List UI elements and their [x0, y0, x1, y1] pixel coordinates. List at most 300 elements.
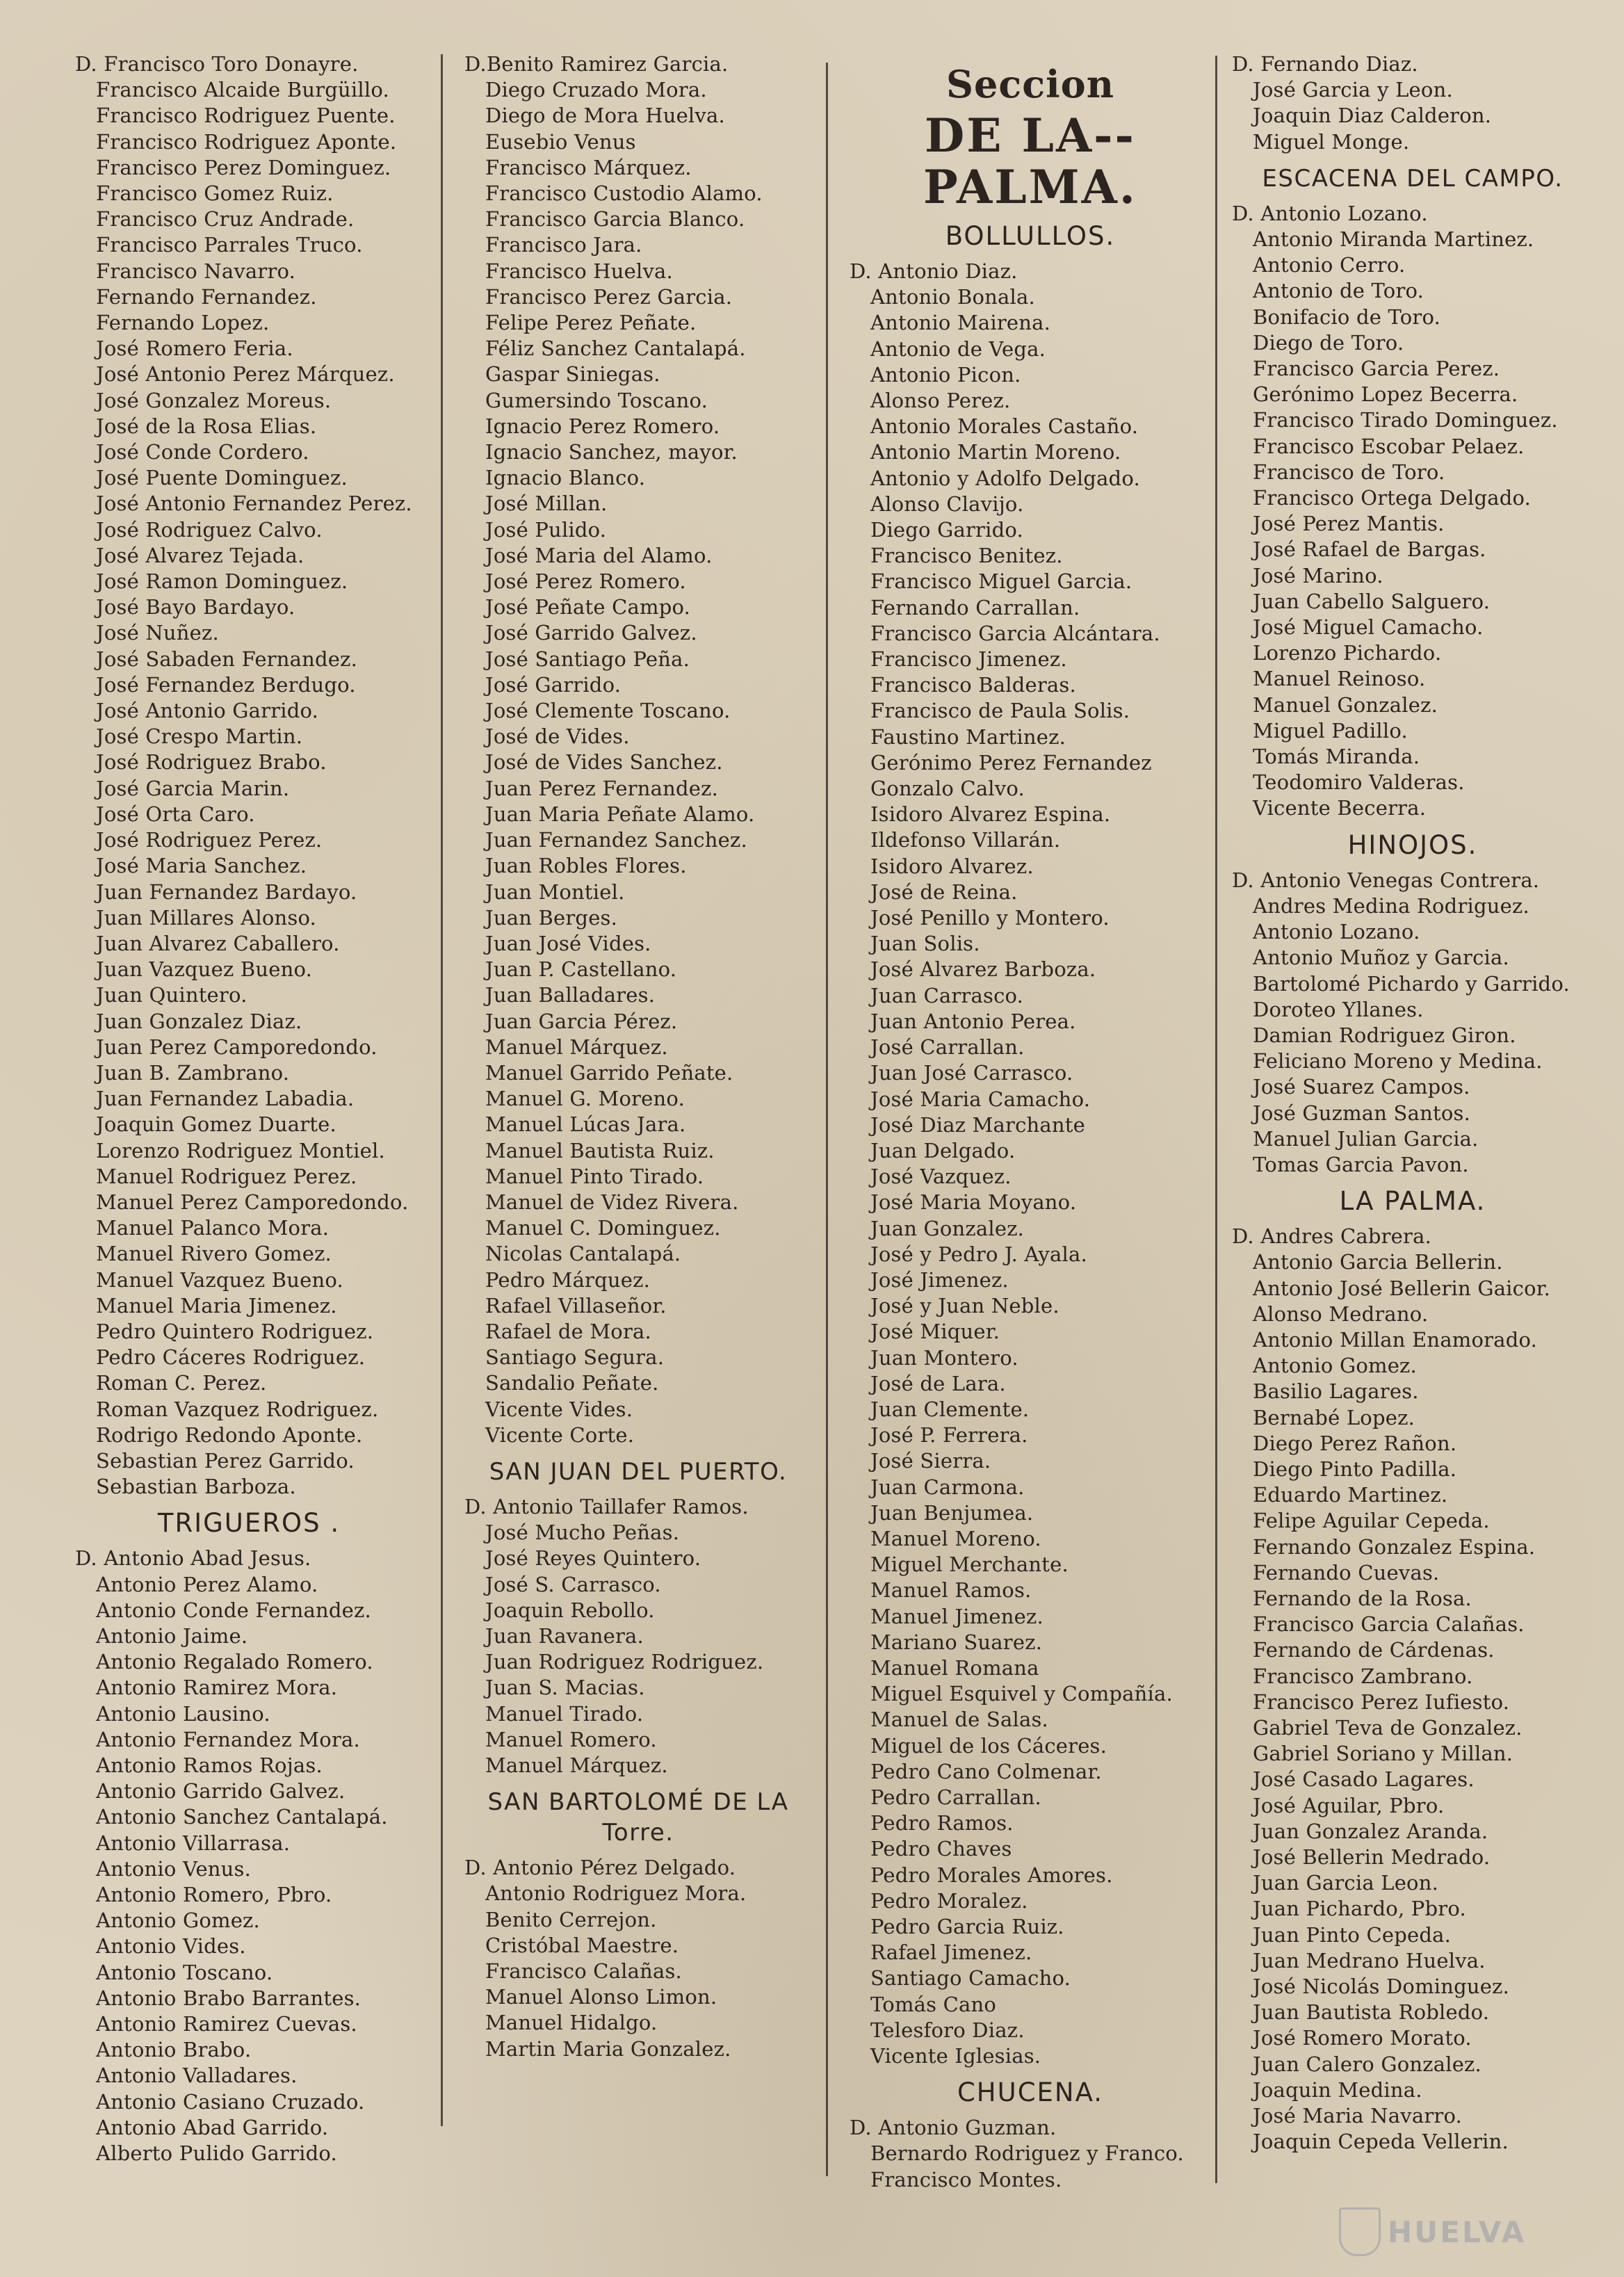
- name-entry: Juan Berges.: [485, 905, 618, 930]
- name-entry: Pedro Quintero Rodriguez.: [96, 1319, 374, 1343]
- name-entry: Antonio Ramirez Mora.: [96, 1676, 338, 1700]
- name-entry: Joaquin Cepeda Vellerin.: [1253, 2130, 1509, 2154]
- name-entry: D. Antonio Venegas Contrera.: [1232, 868, 1540, 892]
- name-entry: José Maria Camacho.: [870, 1087, 1091, 1111]
- name-entry: José Rodriguez Perez.: [96, 828, 323, 852]
- name-entry: Bernardo Rodriguez y Franco.: [870, 2141, 1184, 2166]
- name-entry: Antonio de Vega.: [870, 337, 1046, 361]
- name-entry: Fernando Gonzalez Espina.: [1253, 1534, 1536, 1559]
- name-entry: Juan Antonio Perea.: [870, 1009, 1076, 1033]
- name-entry: Antonio Lausino.: [96, 1701, 270, 1726]
- name-entry: Miguel Monge.: [1253, 129, 1410, 154]
- name-entry: Manuel Pinto Tirado.: [485, 1164, 704, 1188]
- name-entry: José Garcia y Leon.: [1253, 78, 1453, 102]
- name-entry: Pedro Garcia Ruiz.: [870, 1915, 1064, 1938]
- name-entry: Miguel de los Cáceres.: [870, 1733, 1107, 1758]
- name-entry: D. Antonio Abad Jesus.: [75, 1546, 311, 1571]
- name-entry: Francisco Benitez.: [870, 544, 1063, 568]
- name-entry: Tomás Cano: [870, 1992, 997, 2016]
- name-entry: Manuel Hidalgo.: [485, 2011, 658, 2035]
- name-entry: José Casado Lagares.: [1253, 1767, 1475, 1792]
- name-entry: José S. Carrasco.: [485, 1572, 661, 1596]
- name-entry: Juan Bautista Robledo.: [1253, 2000, 1490, 2025]
- name-entry: Antonio Mairena.: [870, 311, 1051, 335]
- name-entry: Rodrigo Redondo Aponte.: [96, 1423, 363, 1447]
- name-entry: Juan Perez Fernandez.: [485, 776, 719, 800]
- name-entry: Francisco Gomez Ruiz.: [96, 181, 334, 206]
- name-entry: Joaquin Gomez Duarte.: [96, 1112, 336, 1137]
- name-entry: José Jimenez.: [870, 1267, 1009, 1292]
- name-entry: Alonso Clavijo.: [870, 492, 1024, 516]
- name-entry: José Antonio Perez Márquez.: [96, 362, 395, 387]
- name-entry: Juan Balladares.: [485, 983, 656, 1007]
- name-entry: Rafael Villaseñor.: [485, 1293, 667, 1318]
- name-entry: Pedro Ramos.: [870, 1811, 1014, 1836]
- column-rule-3: [1215, 56, 1217, 2183]
- town-heading: BOLLULLOS.: [945, 221, 1116, 251]
- name-entry: Antonio Abad Garrido.: [96, 2115, 329, 2139]
- name-entry: Francisco Perez Iufiesto.: [1253, 1689, 1510, 1714]
- name-entry: Gumersindo Toscano.: [485, 388, 708, 412]
- name-entry: Pedro Márquez.: [485, 1267, 651, 1292]
- name-entry: Bartolomé Pichardo y Garrido.: [1253, 971, 1570, 996]
- name-entry: D. Antonio Lozano.: [1232, 201, 1428, 225]
- name-entry: Antonio Millan Enamorado.: [1253, 1327, 1538, 1352]
- name-entry: Juan Vazquez Bueno.: [96, 957, 313, 982]
- name-entry: Vicente Vides.: [485, 1397, 633, 1421]
- name-entry: José Antonio Garrido.: [96, 699, 319, 723]
- name-entry: Manuel Tirado.: [485, 1701, 644, 1726]
- name-entry: José Maria del Alamo.: [485, 543, 713, 567]
- name-entry: Alberto Pulido Garrido.: [96, 2141, 337, 2166]
- name-entry: Sebastian Perez Garrido.: [96, 1448, 355, 1473]
- name-entry: Francisco Jara.: [485, 233, 642, 257]
- name-entry: Juan Robles Flores.: [485, 854, 687, 878]
- name-entry: Juan Ravanera.: [485, 1623, 644, 1648]
- name-entry: José Gonzalez Moreus.: [96, 388, 332, 412]
- name-entry: Manuel C. Dominguez.: [485, 1216, 721, 1240]
- name-entry: José Diaz Marchante: [870, 1112, 1086, 1137]
- name-entry: Telesforo Diaz.: [870, 2018, 1025, 2042]
- name-entry: Manuel Romero.: [485, 1727, 657, 1751]
- name-entry: Antonio Morales Castaño.: [870, 414, 1139, 439]
- name-entry: D. Andres Cabrera.: [1232, 1224, 1432, 1249]
- name-entry: Manuel Márquez.: [485, 1035, 668, 1059]
- name-entry: Pedro Moralez.: [870, 1888, 1028, 1913]
- name-entry: José Puente Dominguez.: [96, 466, 348, 490]
- name-entry: Bernabé Lopez.: [1253, 1405, 1415, 1429]
- name-entry: Manuel Alonso Limon.: [485, 1985, 717, 2009]
- name-entry: Manuel Gonzalez.: [1253, 692, 1438, 717]
- name-entry: Diego Garrido.: [870, 518, 1023, 542]
- name-entry: José Crespo Martin.: [96, 724, 303, 749]
- column-1: [75, 51, 423, 2228]
- name-entry: José Sierra.: [870, 1449, 991, 1473]
- name-entry: Diego de Mora Huelva.: [485, 104, 725, 128]
- name-entry: José de Reina.: [870, 880, 1018, 904]
- name-entry: Antonio Brabo.: [96, 2038, 252, 2062]
- name-entry: Antonio Garcia Bellerin.: [1253, 1250, 1503, 1274]
- name-entry: José Vazquez.: [870, 1165, 1012, 1189]
- name-entry: José y Pedro J. Ayala.: [870, 1242, 1087, 1266]
- name-entry: Juan José Vides.: [485, 931, 651, 955]
- name-entry: José Garrido.: [485, 672, 622, 697]
- name-entry: José Miquer.: [870, 1320, 1000, 1344]
- name-entry: José Rafael de Bargas.: [1253, 537, 1486, 562]
- name-entry: Juan P. Castellano.: [485, 957, 677, 982]
- name-entry: José Antonio Fernandez Perez.: [96, 492, 412, 516]
- name-entry: Gonzalo Calvo.: [870, 777, 1025, 801]
- name-entry: Antonio de Toro.: [1253, 279, 1424, 303]
- name-entry: Faustino Martinez.: [870, 724, 1066, 749]
- name-entry: Juan Fernandez Bardayo.: [96, 880, 357, 904]
- name-entry: José Perez Romero.: [485, 569, 686, 594]
- name-entry: Tomas Garcia Pavon.: [1253, 1152, 1469, 1176]
- name-entry: D. Antonio Pérez Delgado.: [464, 1856, 736, 1880]
- name-entry: Juan Perez Camporedondo.: [96, 1035, 377, 1059]
- crest-icon: [1339, 2207, 1381, 2256]
- name-entry: Pedro Cáceres Rodriguez.: [96, 1345, 366, 1370]
- name-entry: Teodomiro Valderas.: [1253, 770, 1465, 795]
- name-entry: Francisco Garcia Perez.: [1253, 357, 1500, 381]
- column-4: [1232, 51, 1593, 2228]
- name-entry: D. Fernando Diaz.: [1232, 52, 1418, 76]
- name-entry: Tomás Miranda.: [1253, 745, 1420, 769]
- name-entry: Manuel Moreno.: [870, 1526, 1041, 1550]
- name-entry: Eusebio Venus: [485, 129, 636, 154]
- name-entry: Francisco Montes.: [870, 2167, 1062, 2191]
- name-entry: Antonio Lozano.: [1253, 920, 1420, 944]
- column-rule-1: [441, 54, 443, 2126]
- name-entry: Santiago Segura.: [485, 1345, 665, 1370]
- name-entry: Antonio Fernandez Mora.: [96, 1727, 360, 1751]
- name-entry: Santiago Camacho.: [870, 1966, 1071, 1991]
- name-entry: Antonio Venus.: [96, 1856, 252, 1881]
- name-entry: Antonio Perez Alamo.: [96, 1572, 318, 1596]
- name-entry: Francisco Calañas.: [485, 1959, 682, 1984]
- name-entry: José de la Rosa Elias.: [96, 414, 317, 438]
- name-entry: Antonio Villarrasa.: [96, 1831, 291, 1855]
- name-entry: Francisco Custodio Alamo.: [485, 181, 763, 206]
- name-entry: Antonio Ramirez Cuevas.: [96, 2012, 357, 2036]
- name-entry: Antonio Muñoz y Garcia.: [1253, 946, 1509, 970]
- name-entry: Francisco Márquez.: [485, 155, 692, 179]
- name-entry: Manuel Vazquez Bueno.: [96, 1267, 343, 1292]
- name-entry: Antonio Garrido Galvez.: [96, 1779, 346, 1804]
- name-entry: Lorenzo Rodriguez Montiel.: [96, 1138, 385, 1162]
- name-entry: Francisco Zambrano.: [1253, 1664, 1473, 1688]
- name-entry: Vicente Becerra.: [1253, 796, 1427, 820]
- name-entry: Pedro Chaves: [870, 1837, 1012, 1861]
- name-entry: Juan Carrasco.: [870, 983, 1024, 1007]
- section-title: [850, 58, 1211, 213]
- name-entry: José y Juan Neble.: [870, 1294, 1059, 1318]
- town-heading: CHUCENA.: [957, 2077, 1104, 2108]
- name-entry: Francisco Alcaide Burgüillo.: [96, 78, 389, 102]
- name-entry: Francisco Parrales Truco.: [96, 233, 363, 257]
- town-heading: LA PALMA.: [1339, 1186, 1486, 1217]
- name-entry: José Suarez Campos.: [1253, 1075, 1470, 1099]
- name-entry: José P. Ferrera.: [870, 1423, 1028, 1448]
- name-entry: D. Francisco Toro Donayre.: [75, 52, 359, 76]
- name-entry: Francisco Garcia Blanco.: [485, 207, 745, 232]
- name-entry: José Millan.: [485, 492, 608, 516]
- name-entry: Joaquin Diaz Calderon.: [1253, 104, 1492, 128]
- name-entry: Juan Benjumea.: [870, 1500, 1034, 1525]
- name-entry: Sebastian Barboza.: [96, 1475, 296, 1499]
- name-entry: Francisco Tirado Dominguez.: [1253, 408, 1558, 432]
- name-entry: Roman C. Perez.: [96, 1371, 267, 1395]
- name-entry: José Clemente Toscano.: [485, 699, 731, 723]
- name-entry: Pedro Carrallan.: [870, 1785, 1041, 1809]
- name-entry: Joaquin Rebollo.: [485, 1598, 655, 1622]
- name-entry: Juan Gonzalez.: [870, 1216, 1025, 1240]
- name-entry: Fernando Fernandez.: [96, 284, 317, 309]
- name-entry: Martin Maria Gonzalez.: [485, 2036, 731, 2061]
- name-entry: Manuel Ramos.: [870, 1578, 1032, 1603]
- name-entry: José Perez Mantis.: [1253, 512, 1445, 536]
- name-entry: D. Antonio Taillafer Ramos.: [464, 1494, 749, 1518]
- name-entry: Fernando Cuevas.: [1253, 1560, 1440, 1585]
- name-entry: Miguel Padillo.: [1253, 718, 1408, 743]
- name-entry: D.Benito Ramirez Garcia.: [464, 52, 729, 76]
- name-entry: Mariano Suarez.: [870, 1630, 1043, 1654]
- name-entry: Fernando de Cárdenas.: [1253, 1638, 1495, 1662]
- name-entry: Juan Cabello Salguero.: [1253, 589, 1491, 613]
- name-entry: Manuel Maria Jimenez.: [96, 1293, 337, 1318]
- name-entry: Francisco Cruz Andrade.: [96, 207, 355, 232]
- name-entry: Antonio Vides.: [96, 1934, 246, 1959]
- name-entry: Diego de Toro.: [1253, 330, 1404, 355]
- name-entry: Antonio Martin Moreno.: [870, 440, 1121, 464]
- name-entry: D. Antonio Guzman.: [850, 2116, 1057, 2140]
- name-entry: Manuel Reinoso.: [1253, 667, 1426, 691]
- name-entry: Gerónimo Perez Fernandez: [870, 750, 1152, 775]
- name-entry: Juan Calero Gonzalez.: [1253, 2052, 1481, 2076]
- name-entry: José Peñate Campo.: [485, 595, 691, 619]
- name-entry: José Bayo Bardayo.: [96, 595, 295, 619]
- name-entry: Juan Montiel.: [485, 880, 625, 904]
- logo-text: HUELVA: [1388, 2214, 1527, 2249]
- name-entry: Antonio Bonala.: [870, 285, 1035, 309]
- name-entry: José Maria Navarro.: [1253, 2104, 1463, 2128]
- name-entry: Diego Pinto Padilla.: [1253, 1457, 1457, 1481]
- name-entry: José Rodriguez Brabo.: [96, 750, 327, 775]
- name-entry: Juan Solis.: [870, 932, 980, 956]
- name-entry: Juan Quintero.: [96, 983, 247, 1007]
- name-entry: Diego Cruzado Mora.: [485, 78, 707, 102]
- name-entry: Francisco Navarro.: [96, 259, 296, 283]
- name-entry: Miguel Esquivel y Compañía.: [870, 1682, 1173, 1706]
- name-entry: José Ramon Dominguez.: [96, 569, 348, 594]
- name-entry: Gaspar Siniegas.: [485, 362, 660, 387]
- name-entry: Manuel Jimenez.: [870, 1604, 1044, 1628]
- name-entry: José Fernandez Berdugo.: [96, 672, 356, 697]
- name-entry: Gabriel Soriano y Millan.: [1253, 1742, 1513, 1766]
- name-entry: Basilio Lagares.: [1253, 1379, 1419, 1404]
- name-entry: Damian Rodriguez Giron.: [1253, 1023, 1516, 1047]
- name-entry: Juan B. Zambrano.: [96, 1060, 290, 1085]
- name-entry: Andres Medina Rodriguez.: [1253, 893, 1529, 918]
- name-entry: José Garrido Galvez.: [485, 621, 697, 645]
- name-entry: José de Lara.: [870, 1371, 1006, 1395]
- name-entry: Vicente Corte.: [485, 1423, 635, 1447]
- name-entry: Francisco Rodriguez Puente.: [96, 104, 396, 128]
- name-entry: Antonio Gomez.: [96, 1909, 260, 1933]
- name-entry: Antonio Conde Fernandez.: [96, 1598, 371, 1622]
- name-entry: Juan Rodriguez Rodriguez.: [485, 1650, 764, 1674]
- name-entry: Antonio José Bellerin Gaicor.: [1253, 1276, 1551, 1300]
- name-entry: Juan Medrano Huelva.: [1253, 1948, 1486, 1972]
- name-entry: Antonio Rodriguez Mora.: [485, 1881, 747, 1906]
- name-entry: Doroteo Yllanes.: [1253, 997, 1424, 1021]
- name-entry: José Conde Cordero.: [96, 440, 309, 464]
- name-entry: Juan Clemente.: [870, 1397, 1030, 1421]
- name-entry: Antonio Picon.: [870, 362, 1021, 387]
- name-entry: Gerónimo Lopez Becerra.: [1253, 382, 1518, 407]
- name-entry: José Sabaden Fernandez.: [96, 647, 358, 671]
- name-entry: Manuel Julian Garcia.: [1253, 1126, 1479, 1151]
- name-entry: Féliz Sanchez Cantalapá.: [485, 337, 746, 361]
- name-entry: Eduardo Martinez.: [1253, 1483, 1448, 1507]
- name-entry: D. Antonio Diaz.: [850, 259, 1018, 283]
- name-entry: José Orta Caro.: [96, 802, 255, 826]
- name-entry: Juan Maria Peñate Alamo.: [485, 802, 755, 826]
- name-entry: José Penillo y Montero.: [870, 906, 1110, 930]
- name-entry: Juan Gonzalez Aranda.: [1253, 1819, 1488, 1843]
- name-entry: José Santiago Peña.: [485, 647, 690, 671]
- name-entry: Isidoro Alvarez Espina.: [870, 802, 1111, 827]
- name-entry: Juan Garcia Leon.: [1253, 1871, 1439, 1895]
- name-entry: José Rodriguez Calvo.: [96, 517, 323, 542]
- name-entry: Antonio Sanchez Cantalapá.: [96, 1805, 388, 1829]
- name-entry: Rafael Jimenez.: [870, 1940, 1032, 1965]
- archive-logo: [1339, 2207, 1568, 2256]
- name-entry: Antonio y Adolfo Delgado.: [870, 466, 1140, 490]
- name-entry: Miguel Merchante.: [870, 1553, 1069, 1577]
- name-entry: Felipe Aguilar Cepeda.: [1253, 1509, 1490, 1533]
- name-entry: Ignacio Perez Romero.: [485, 414, 720, 438]
- name-entry: Juan Garcia Pérez.: [485, 1009, 678, 1033]
- name-entry: José Alvarez Tejada.: [96, 543, 304, 567]
- name-entry: Juan Pinto Cepeda.: [1253, 1922, 1452, 1947]
- name-entry: Diego Perez Rañon.: [1253, 1431, 1457, 1455]
- name-entry: Bonifacio de Toro.: [1253, 305, 1441, 329]
- name-entry: Roman Vazquez Rodriguez.: [96, 1397, 379, 1421]
- name-entry: Alonso Perez.: [870, 389, 1011, 413]
- section-title-line1: Seccion: [946, 62, 1114, 106]
- name-entry: Sandalio Peñate.: [485, 1371, 659, 1395]
- name-entry: Juan Fernandez Sanchez.: [485, 828, 747, 852]
- name-entry: José Miguel Camacho.: [1253, 615, 1484, 640]
- name-entry: Antonio Gomez.: [1253, 1354, 1417, 1378]
- name-entry: José Bellerin Medrado.: [1253, 1845, 1491, 1869]
- town-heading: HINOJOS.: [1347, 829, 1478, 860]
- name-entry: Juan Delgado.: [870, 1138, 1016, 1162]
- name-entry: Francisco de Paula Solis.: [870, 699, 1130, 723]
- name-entry: José Alvarez Barboza.: [870, 957, 1096, 982]
- name-entry: Juan Pichardo, Pbro.: [1253, 1897, 1466, 1921]
- name-entry: Francisco de Toro.: [1253, 460, 1445, 484]
- town-heading: TRIGUEROS .: [157, 1508, 341, 1539]
- name-entry: Manuel de Salas.: [870, 1708, 1048, 1732]
- name-entry: José Mucho Peñas.: [485, 1521, 680, 1545]
- name-entry: Manuel Márquez.: [485, 1753, 668, 1777]
- name-entry: Manuel Rodriguez Perez.: [96, 1164, 357, 1188]
- name-entry: Antonio Valladares.: [96, 2064, 298, 2088]
- name-entry: Manuel Bautista Ruiz.: [485, 1138, 715, 1162]
- name-entry: Fernando de la Rosa.: [1253, 1586, 1472, 1610]
- name-entry: Manuel de Videz Rivera.: [485, 1190, 739, 1214]
- name-entry: Fernando Carrallan.: [870, 595, 1080, 619]
- name-entry: Ildefonso Villarán.: [870, 828, 1061, 852]
- name-entry: Gabriel Teva de Gonzalez.: [1253, 1715, 1522, 1740]
- name-entry: Manuel Rivero Gomez.: [96, 1242, 332, 1266]
- name-entry: José Romero Feria.: [96, 337, 293, 361]
- name-entry: Antonio Romero, Pbro.: [96, 1883, 332, 1907]
- name-entry: Juan Gonzalez Diaz.: [96, 1009, 302, 1033]
- name-entry: Antonio Cerro.: [1253, 253, 1406, 277]
- column-2: [464, 51, 812, 2228]
- name-entry: Nicolas Cantalapá.: [485, 1242, 681, 1266]
- name-entry: Rafael de Mora.: [485, 1319, 651, 1343]
- name-entry: Francisco Perez Garcia.: [485, 284, 733, 309]
- name-entry: José Guzman Santos.: [1253, 1101, 1471, 1125]
- column-3: [850, 51, 1211, 2228]
- name-entry: José de Vides.: [485, 724, 630, 749]
- name-entry: Manuel Garrido Peñate.: [485, 1060, 733, 1085]
- name-entry: Pedro Cano Colmenar.: [870, 1759, 1102, 1783]
- name-entry: Ignacio Sanchez, mayor.: [485, 440, 738, 464]
- name-entry: José de Vides Sanchez.: [485, 750, 723, 775]
- name-entry: José Maria Sanchez.: [96, 854, 307, 878]
- name-entry: Cristóbal Maestre.: [485, 1933, 679, 1957]
- name-entry: Juan Millares Alonso.: [96, 905, 317, 930]
- name-entry: José Carrallan.: [870, 1035, 1025, 1060]
- town-heading: SAN JUAN DEL PUERTO.: [489, 1457, 788, 1486]
- name-entry: Manuel G. Moreno.: [485, 1087, 685, 1111]
- name-entry: Juan Fernandez Labadia.: [96, 1087, 355, 1111]
- name-entry: Francisco Balderas.: [870, 673, 1076, 697]
- name-entry: Juan Alvarez Caballero.: [96, 931, 340, 955]
- name-entry: José Marino.: [1253, 563, 1383, 588]
- name-entry: Juan Carmona.: [870, 1475, 1025, 1499]
- section-title-line2: DE LA--PALMA.: [923, 108, 1137, 214]
- name-entry: José Romero Morato.: [1253, 2026, 1472, 2050]
- name-entry: Francisco Miguel Garcia.: [870, 569, 1132, 594]
- name-entry: Antonio Brabo Barrantes.: [96, 1986, 362, 2010]
- name-entry: Felipe Perez Peñate.: [485, 311, 697, 335]
- name-entry: José Nuñez.: [96, 621, 219, 645]
- name-entry: Francisco Rodriguez Aponte.: [96, 129, 397, 154]
- name-entry: Francisco Ortega Delgado.: [1253, 486, 1532, 510]
- name-entry: Juan José Carrasco.: [870, 1061, 1073, 1085]
- name-entry: Francisco Perez Dominguez.: [96, 155, 391, 179]
- name-entry: Feliciano Moreno y Medina.: [1253, 1049, 1543, 1073]
- name-entry: Francisco Garcia Calañas.: [1253, 1612, 1525, 1637]
- name-entry: Antonio Toscano.: [96, 1960, 273, 1984]
- name-entry: Francisco Huelva.: [485, 259, 673, 283]
- name-entry: Antonio Miranda Martinez.: [1253, 227, 1534, 252]
- name-entry: Isidoro Alvarez.: [870, 854, 1034, 878]
- name-entry: Manuel Palanco Mora.: [96, 1216, 330, 1240]
- name-entry: José Reyes Quintero.: [485, 1546, 701, 1571]
- name-entry: Vicente Iglesias.: [870, 2044, 1041, 2068]
- name-entry: Manuel Perez Camporedondo.: [96, 1190, 409, 1214]
- town-heading: ESCACENA DEL CAMPO.: [1262, 164, 1564, 193]
- name-entry: Antonio Ramos Rojas.: [96, 1753, 323, 1777]
- name-entry: Pedro Morales Amores.: [870, 1863, 1113, 1887]
